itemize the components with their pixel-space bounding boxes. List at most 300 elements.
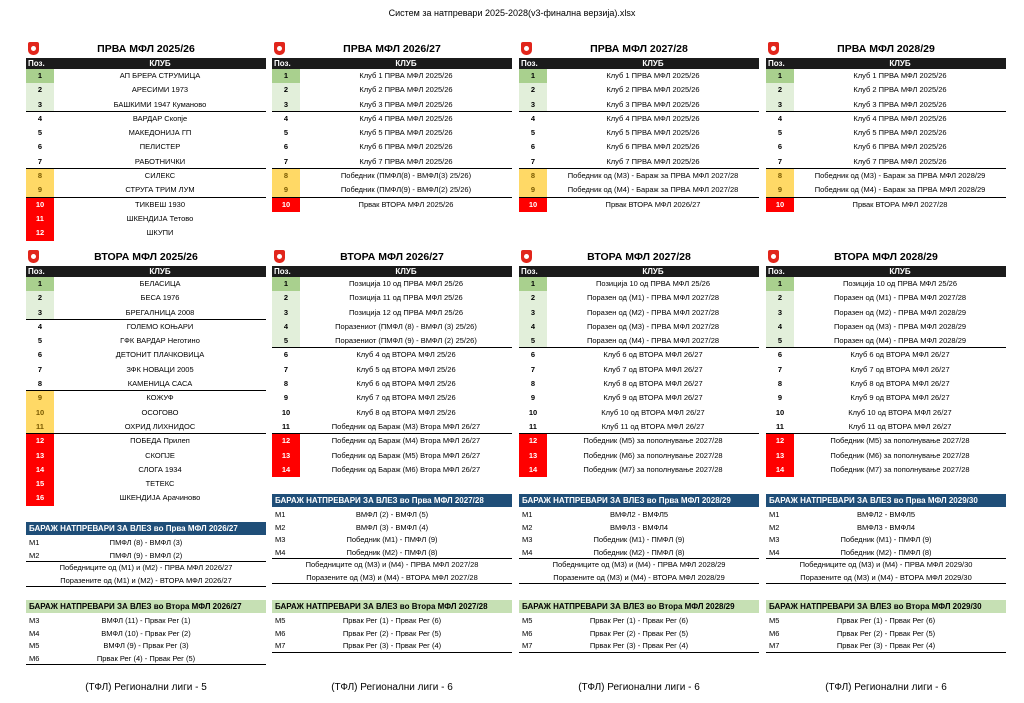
row-position: 5 bbox=[777, 128, 783, 138]
match-pairing: Победник (М1) - ПМФЛ (9) bbox=[346, 535, 438, 544]
table-row[interactable] bbox=[519, 406, 759, 420]
row-position: 10 bbox=[775, 407, 785, 417]
table-row[interactable] bbox=[272, 377, 512, 391]
row-position: 6 bbox=[777, 350, 783, 360]
playoff-match[interactable] bbox=[26, 628, 266, 641]
row-position: 6 bbox=[530, 142, 536, 152]
row-club: ШКУПИ bbox=[146, 228, 174, 238]
playoff-match[interactable] bbox=[766, 509, 1006, 522]
match-code: M6 bbox=[29, 653, 40, 663]
row-club: Клуб 8 од ВТОРА МФЛ 26/27 bbox=[850, 379, 950, 389]
table-row[interactable] bbox=[519, 98, 759, 112]
table-row[interactable] bbox=[519, 463, 759, 477]
prva-league-table bbox=[26, 42, 266, 241]
row-club: МАКЕДОНИЈА ГП bbox=[128, 128, 192, 138]
row-position: 2 bbox=[26, 83, 54, 97]
match-pairing: Победник (М1) - ПМФЛ (9) bbox=[840, 535, 932, 544]
table-row[interactable] bbox=[766, 169, 1006, 183]
table-row[interactable] bbox=[26, 449, 266, 463]
table-row[interactable] bbox=[272, 348, 512, 362]
table-row[interactable] bbox=[26, 320, 266, 334]
playoff-match[interactable] bbox=[766, 522, 1006, 535]
row-position: 1 bbox=[519, 69, 547, 83]
row-position: 3 bbox=[26, 306, 54, 319]
table-header bbox=[766, 250, 1006, 266]
row-club: БЕСА 1976 bbox=[140, 293, 180, 303]
row-position: 5 bbox=[272, 334, 300, 347]
row-club: Клуб 2 ПРВА МФЛ 2025/26 bbox=[853, 85, 947, 95]
table-header bbox=[272, 250, 512, 266]
row-position: 5 bbox=[37, 128, 43, 138]
playoff-match[interactable] bbox=[26, 653, 266, 666]
table-row[interactable] bbox=[26, 391, 266, 405]
match-code: M6 bbox=[275, 628, 286, 638]
table-row[interactable] bbox=[766, 140, 1006, 154]
row-club: Позиција 10 од ПРВА МФЛ 25/26 bbox=[595, 279, 711, 288]
row-position: 7 bbox=[530, 156, 536, 166]
row-position: 7 bbox=[530, 364, 536, 374]
row-club: Клуб 10 од ВТОРА МФЛ 26/27 bbox=[601, 407, 705, 417]
row-position: 12 bbox=[519, 434, 547, 448]
match-code: M4 bbox=[769, 547, 780, 557]
row-position: 4 bbox=[37, 113, 43, 123]
table-row[interactable] bbox=[519, 291, 759, 305]
row-club: Позиција 10 од ПРВА МФЛ 25/26 bbox=[348, 279, 464, 288]
table-row[interactable] bbox=[26, 155, 266, 169]
playoff-match[interactable] bbox=[272, 522, 512, 535]
note-text: Поразените од (М1) и (М2) - ВТОРА МФЛ 2026/27 bbox=[60, 575, 232, 585]
match-code: M5 bbox=[275, 616, 286, 625]
table-row[interactable] bbox=[766, 198, 1006, 212]
table-row[interactable] bbox=[272, 98, 512, 112]
row-position: 6 bbox=[283, 350, 289, 360]
playoff-header: БАРАЖ НАТПРЕВАРИ ЗА ВЛЕЗ во Втора МФЛ 2027/28 bbox=[272, 600, 512, 613]
playoff-match[interactable] bbox=[519, 509, 759, 522]
row-position: 1 bbox=[26, 277, 54, 291]
playoff-match[interactable] bbox=[26, 615, 266, 628]
table-row[interactable] bbox=[766, 291, 1006, 305]
table-row[interactable] bbox=[519, 112, 759, 126]
row-club: СКОПЈЕ bbox=[145, 450, 175, 460]
table-row[interactable] bbox=[766, 363, 1006, 377]
row-club: ДЕТОНИТ ПЛАЧКОВИЦА bbox=[115, 350, 205, 360]
playoff-note bbox=[766, 572, 1006, 585]
table-title: ПРВА МФЛ 2028/29 bbox=[837, 43, 935, 55]
playoff-match[interactable] bbox=[272, 640, 512, 653]
row-position: 6 bbox=[37, 350, 43, 360]
table-row[interactable] bbox=[766, 434, 1006, 448]
row-position: 6 bbox=[530, 350, 536, 360]
row-position: 5 bbox=[530, 128, 536, 138]
column-headers bbox=[26, 266, 266, 277]
header-pos: Поз. bbox=[28, 267, 45, 276]
playoff-match[interactable] bbox=[519, 547, 759, 560]
row-position: 4 bbox=[37, 321, 43, 331]
row-club: РАБОТНИЧКИ bbox=[134, 156, 186, 166]
row-club: Клуб 5 ПРВА МФЛ 2025/26 bbox=[359, 128, 453, 138]
table-row[interactable] bbox=[272, 277, 512, 291]
table-row[interactable] bbox=[519, 391, 759, 405]
document-title: Систем за натпревари 2025-2028(v3-финална верзија).xlsx bbox=[388, 8, 636, 18]
table-row[interactable] bbox=[272, 306, 512, 320]
table-row[interactable] bbox=[26, 183, 266, 197]
row-club: Клуб 6 од ВТОРА МФЛ 26/27 bbox=[850, 350, 950, 360]
table-row[interactable] bbox=[26, 363, 266, 377]
row-position: 4 bbox=[519, 320, 547, 334]
playoff-match[interactable] bbox=[272, 534, 512, 547]
table-header bbox=[766, 42, 1006, 58]
row-position: 9 bbox=[26, 183, 54, 196]
table-row[interactable] bbox=[272, 334, 512, 348]
table-row[interactable] bbox=[766, 377, 1006, 391]
row-position: 10 bbox=[528, 407, 538, 417]
table-row[interactable] bbox=[26, 434, 266, 448]
row-club: Позиција 11 од ПРВА МФЛ 25/26 bbox=[349, 293, 463, 303]
row-club: Клуб 2 ПРВА МФЛ 2025/26 bbox=[606, 85, 700, 95]
table-row[interactable] bbox=[26, 226, 266, 240]
playoff-match[interactable] bbox=[26, 537, 266, 550]
match-pairing: ПМФЛ (9) - ВМФЛ (2) bbox=[109, 550, 183, 560]
table-row[interactable] bbox=[519, 449, 759, 463]
column-headers bbox=[519, 58, 759, 69]
match-code: M3 bbox=[769, 535, 780, 544]
row-club: Клуб 5 ПРВА МФЛ 2025/26 bbox=[853, 128, 947, 138]
row-club: БРЕГАЛНИЦА 2008 bbox=[125, 307, 195, 317]
header-club: КЛУБ bbox=[889, 267, 911, 276]
table-title: ВТОРА МФЛ 2026/27 bbox=[340, 251, 444, 263]
match-pairing: Првак Рег (3) - Првак Рег (4) bbox=[589, 641, 689, 650]
playoff-match[interactable] bbox=[766, 615, 1006, 628]
table-row[interactable] bbox=[519, 334, 759, 348]
row-position: 9 bbox=[272, 183, 300, 196]
table-row[interactable] bbox=[272, 449, 512, 463]
row-club: ТЕТЕКС bbox=[145, 479, 175, 489]
match-pairing: ПМФЛ (8) - ВМФЛ (3) bbox=[109, 538, 183, 547]
table-row[interactable] bbox=[766, 449, 1006, 463]
row-club: ПОБЕДА Прилеп bbox=[130, 436, 190, 446]
playoff-header: БАРАЖ НАТПРЕВАРИ ЗА ВЛЕЗ во Втора МФЛ 2028/29 bbox=[519, 600, 759, 613]
header-club: КЛУБ bbox=[642, 267, 664, 276]
table-row[interactable] bbox=[519, 198, 759, 212]
row-position: 10 bbox=[26, 406, 54, 420]
table-row[interactable] bbox=[26, 491, 266, 505]
playoff-match[interactable] bbox=[766, 547, 1006, 560]
vtora-league-table bbox=[519, 250, 759, 477]
table-row[interactable] bbox=[26, 169, 266, 183]
header-club: КЛУБ bbox=[889, 59, 911, 68]
row-club: Клуб 3 ПРВА МФЛ 2025/26 bbox=[359, 99, 453, 109]
table-row[interactable] bbox=[519, 183, 759, 197]
table-row[interactable] bbox=[272, 291, 512, 305]
row-position: 8 bbox=[37, 379, 43, 389]
table-row[interactable] bbox=[766, 420, 1006, 434]
table-row[interactable] bbox=[519, 169, 759, 183]
row-club: Клуб 3 ПРВА МФЛ 2025/26 bbox=[606, 99, 700, 109]
match-code: M3 bbox=[522, 535, 533, 544]
row-club: АП БРЕРА СТРУМИЦА bbox=[119, 71, 201, 80]
match-code: M4 bbox=[522, 547, 533, 557]
table-row[interactable] bbox=[26, 377, 266, 391]
playoff-list bbox=[26, 537, 266, 587]
table-row[interactable] bbox=[26, 277, 266, 291]
row-position: 8 bbox=[530, 379, 536, 389]
table-row[interactable] bbox=[766, 98, 1006, 112]
row-position: 7 bbox=[777, 364, 783, 374]
table-row[interactable] bbox=[272, 420, 512, 434]
table-row[interactable] bbox=[272, 69, 512, 83]
playoff-match[interactable] bbox=[766, 534, 1006, 547]
match-code: M2 bbox=[769, 522, 780, 532]
table-row[interactable] bbox=[519, 434, 759, 448]
match-pairing: ВМФЛ (3) - ВМФЛ (4) bbox=[355, 522, 429, 532]
table-row[interactable] bbox=[26, 83, 266, 97]
row-club: ШКЕНДИЈА Арачиново bbox=[119, 493, 201, 503]
playoff-match[interactable] bbox=[26, 550, 266, 563]
row-position: 7 bbox=[37, 156, 43, 166]
prva-league-table bbox=[272, 42, 512, 212]
row-position: 9 bbox=[519, 183, 547, 196]
header-pos: Поз. bbox=[274, 267, 291, 276]
table-row[interactable] bbox=[26, 198, 266, 212]
table-row[interactable] bbox=[766, 69, 1006, 83]
row-club: Клуб 4 ПРВА МФЛ 2025/26 bbox=[853, 113, 947, 123]
row-club: ПЕЛИСТЕР bbox=[139, 142, 181, 152]
table-row[interactable] bbox=[26, 126, 266, 140]
row-club: Победник (М5) за пополнување 2027/28 bbox=[830, 436, 970, 446]
match-pairing: Првак Рег (1) - Првак Рег (6) bbox=[836, 616, 936, 625]
row-club: СТРУГА ТРИМ ЛУМ bbox=[125, 185, 195, 195]
row-club: Клуб 9 од ВТОРА МФЛ 26/27 bbox=[850, 393, 950, 403]
table-row[interactable] bbox=[519, 320, 759, 334]
table-row[interactable] bbox=[766, 83, 1006, 97]
row-club: Клуб 2 ПРВА МФЛ 2025/26 bbox=[359, 85, 453, 95]
table-row[interactable] bbox=[26, 69, 266, 83]
row-position: 1 bbox=[26, 69, 54, 83]
header-club: КЛУБ bbox=[642, 59, 664, 68]
match-pairing: Првак Рег (1) - Првак Рег (6) bbox=[342, 616, 442, 625]
playoff-header: БАРАЖ НАТПРЕВАРИ ЗА ВЛЕЗ во Втора МФЛ 2026/27 bbox=[26, 600, 266, 613]
playoff-match[interactable] bbox=[272, 628, 512, 641]
table-row[interactable] bbox=[272, 406, 512, 420]
table-row[interactable] bbox=[519, 83, 759, 97]
table-row[interactable] bbox=[766, 112, 1006, 126]
table-row[interactable] bbox=[272, 183, 512, 197]
table-row[interactable] bbox=[272, 463, 512, 477]
row-position: 8 bbox=[519, 169, 547, 183]
row-position: 5 bbox=[766, 334, 794, 347]
row-club: Клуб 6 од ВТОРА МФЛ 26/27 bbox=[603, 350, 703, 360]
table-row[interactable] bbox=[519, 155, 759, 169]
table-row[interactable] bbox=[766, 334, 1006, 348]
row-position: 14 bbox=[26, 463, 54, 477]
row-club: ШКЕНДИЈА Тетово bbox=[126, 213, 194, 223]
playoff-list bbox=[766, 615, 1006, 653]
row-club: Клуб 7 ПРВА МФЛ 2025/26 bbox=[606, 156, 700, 166]
row-club: Позиција 10 од ПРВА МФЛ 25/26 bbox=[842, 279, 958, 288]
regional-leagues-footer: (ТФЛ) Регионални лиги - 6 bbox=[331, 682, 453, 693]
row-position: 3 bbox=[766, 306, 794, 320]
table-row[interactable] bbox=[26, 98, 266, 112]
row-club: Клуб 5 ПРВА МФЛ 2025/26 bbox=[606, 128, 700, 138]
match-code: M5 bbox=[29, 641, 40, 650]
row-position: 1 bbox=[766, 69, 794, 83]
row-position: 3 bbox=[272, 306, 300, 320]
table-row[interactable] bbox=[26, 140, 266, 154]
regional-leagues-footer: (ТФЛ) Регионални лиги - 6 bbox=[825, 682, 947, 693]
row-position: 12 bbox=[26, 226, 54, 240]
row-club: Победник (М5) за пополнување 2027/28 bbox=[583, 436, 723, 446]
table-row[interactable] bbox=[766, 320, 1006, 334]
table-row[interactable] bbox=[26, 348, 266, 362]
match-pairing: Првак Рег (3) - Првак Рег (4) bbox=[836, 641, 936, 650]
row-position: 3 bbox=[272, 98, 300, 111]
row-club: Победник (М7) за пополнување 2027/28 bbox=[583, 464, 723, 474]
column-headers bbox=[766, 266, 1006, 277]
table-row[interactable] bbox=[272, 320, 512, 334]
table-row[interactable] bbox=[766, 463, 1006, 477]
playoff-match[interactable] bbox=[519, 628, 759, 641]
row-club: Првак ВТОРА МФЛ 2025/26 bbox=[358, 199, 454, 209]
row-position: 13 bbox=[272, 449, 300, 463]
table-row[interactable] bbox=[26, 463, 266, 477]
table-row[interactable] bbox=[272, 83, 512, 97]
table-row[interactable] bbox=[272, 126, 512, 140]
playoff-note bbox=[766, 559, 1006, 572]
playoff-match[interactable] bbox=[519, 522, 759, 535]
row-position: 6 bbox=[777, 142, 783, 152]
playoff-list bbox=[272, 615, 512, 653]
table-row[interactable] bbox=[26, 306, 266, 320]
table-row[interactable] bbox=[272, 363, 512, 377]
row-club: ВАРДАР Скопје bbox=[132, 113, 188, 123]
table-row[interactable] bbox=[519, 306, 759, 320]
header-club: КЛУБ bbox=[395, 267, 417, 276]
row-club: Победник од Бараж (М6) Втора МФЛ 26/27 bbox=[331, 464, 481, 474]
row-position: 12 bbox=[766, 434, 794, 448]
table-row[interactable] bbox=[766, 306, 1006, 320]
table-row[interactable] bbox=[272, 155, 512, 169]
row-club: Поразен од (М4) - ПРВА МФЛ 2028/29 bbox=[833, 336, 967, 346]
playoff-match[interactable] bbox=[519, 640, 759, 653]
row-position: 4 bbox=[283, 113, 289, 123]
row-club: Клуб 4 од ВТОРА МФЛ 25/26 bbox=[356, 350, 456, 360]
row-position: 8 bbox=[26, 169, 54, 183]
table-row[interactable] bbox=[26, 212, 266, 226]
row-club: Победник од (М3) - Бараж за ПРВА МФЛ 2028/29 bbox=[814, 171, 986, 181]
table-row[interactable] bbox=[519, 348, 759, 362]
table-row[interactable] bbox=[26, 477, 266, 491]
row-club: КОЖУФ bbox=[146, 393, 174, 403]
table-row[interactable] bbox=[766, 406, 1006, 420]
row-position: 13 bbox=[766, 449, 794, 463]
playoff-match[interactable] bbox=[272, 547, 512, 560]
row-club: Клуб 4 ПРВА МФЛ 2025/26 bbox=[606, 113, 700, 123]
table-row[interactable] bbox=[272, 169, 512, 183]
row-club: Победник од Бараж (М3) Втора МФЛ 26/27 bbox=[331, 421, 481, 431]
row-position: 2 bbox=[766, 291, 794, 305]
row-club: Поразениот (ПМФЛ (9) - ВМФЛ (2) 25/26) bbox=[335, 336, 477, 346]
table-row[interactable] bbox=[519, 126, 759, 140]
match-code: M7 bbox=[522, 641, 533, 650]
playoff-match[interactable] bbox=[519, 615, 759, 628]
table-row[interactable] bbox=[272, 391, 512, 405]
row-position: 9 bbox=[530, 393, 536, 403]
table-row[interactable] bbox=[272, 112, 512, 126]
playoff-match[interactable] bbox=[766, 628, 1006, 641]
table-row[interactable] bbox=[26, 112, 266, 126]
table-row[interactable] bbox=[272, 140, 512, 154]
header-pos: Поз. bbox=[521, 267, 538, 276]
row-club: ОХРИД ЛИХНИДОС bbox=[124, 421, 196, 431]
row-club: Клуб 6 ПРВА МФЛ 2025/26 bbox=[606, 142, 700, 152]
match-code: M6 bbox=[769, 628, 780, 638]
row-position: 8 bbox=[283, 379, 289, 389]
table-row[interactable] bbox=[766, 391, 1006, 405]
row-position: 2 bbox=[519, 83, 547, 97]
table-row[interactable] bbox=[519, 140, 759, 154]
table-row[interactable] bbox=[519, 363, 759, 377]
table-title: ПРВА МФЛ 2027/28 bbox=[590, 43, 688, 55]
playoff-match[interactable] bbox=[272, 509, 512, 522]
table-row[interactable] bbox=[519, 69, 759, 83]
row-position: 10 bbox=[281, 407, 291, 417]
table-row[interactable] bbox=[519, 377, 759, 391]
table-row[interactable] bbox=[272, 198, 512, 212]
table-row[interactable] bbox=[766, 348, 1006, 362]
match-pairing: ВМФЛ2 - ВМФЛ5 bbox=[609, 510, 669, 519]
row-position: 3 bbox=[519, 306, 547, 320]
table-row[interactable] bbox=[26, 406, 266, 420]
table-row[interactable] bbox=[519, 277, 759, 291]
row-club: Клуб 5 од ВТОРА МФЛ 25/26 bbox=[356, 364, 456, 374]
row-club: Победник од Бараж (М4) Втора МФЛ 26/27 bbox=[331, 436, 481, 446]
table-row[interactable] bbox=[766, 277, 1006, 291]
row-club: ГФК ВАРДАР Неготино bbox=[120, 336, 200, 346]
table-row[interactable] bbox=[766, 183, 1006, 197]
table-row[interactable] bbox=[272, 434, 512, 448]
row-club: Првак ВТОРА МФЛ 2026/27 bbox=[605, 199, 701, 209]
match-pairing: Првак Рег (3) - Првак Рег (4) bbox=[342, 641, 442, 650]
match-code: M5 bbox=[522, 616, 533, 625]
vtora-league-table bbox=[26, 250, 266, 506]
table-row[interactable] bbox=[26, 334, 266, 348]
row-club: СИЛЕКС bbox=[144, 171, 176, 181]
match-code: M2 bbox=[275, 522, 286, 532]
playoff-match[interactable] bbox=[519, 534, 759, 547]
playoff-match[interactable] bbox=[766, 640, 1006, 653]
playoff-header: БАРАЖ НАТПРЕВАРИ ЗА ВЛЕЗ во Прва МФЛ 2028/29 bbox=[519, 494, 759, 507]
table-row[interactable] bbox=[519, 420, 759, 434]
playoff-note bbox=[272, 559, 512, 572]
match-code: M1 bbox=[29, 538, 40, 547]
match-pairing: Победник (М2) - ПМФЛ (8) bbox=[593, 547, 685, 557]
table-header bbox=[519, 42, 759, 58]
header-pos: Поз. bbox=[28, 59, 45, 68]
regional-leagues-footer: (ТФЛ) Регионални лиги - 6 bbox=[578, 682, 700, 693]
table-row[interactable] bbox=[766, 155, 1006, 169]
table-row[interactable] bbox=[26, 291, 266, 305]
row-club: Победник (ПМФЛ(8) - ВМФЛ(3) 25/26) bbox=[340, 171, 472, 181]
row-club: Клуб 7 од ВТОРА МФЛ 26/27 bbox=[603, 364, 703, 374]
table-row[interactable] bbox=[26, 420, 266, 434]
row-club: Победник од Бараж (М5) Втора МФЛ 26/27 bbox=[331, 450, 481, 460]
table-title: ВТОРА МФЛ 2027/28 bbox=[587, 251, 691, 263]
playoff-match[interactable] bbox=[272, 615, 512, 628]
playoff-match[interactable] bbox=[26, 640, 266, 653]
row-club: Победник (ПМФЛ(9) - ВМФЛ(2) 25/26) bbox=[340, 185, 472, 195]
table-row[interactable] bbox=[766, 126, 1006, 140]
row-position: 8 bbox=[766, 169, 794, 183]
